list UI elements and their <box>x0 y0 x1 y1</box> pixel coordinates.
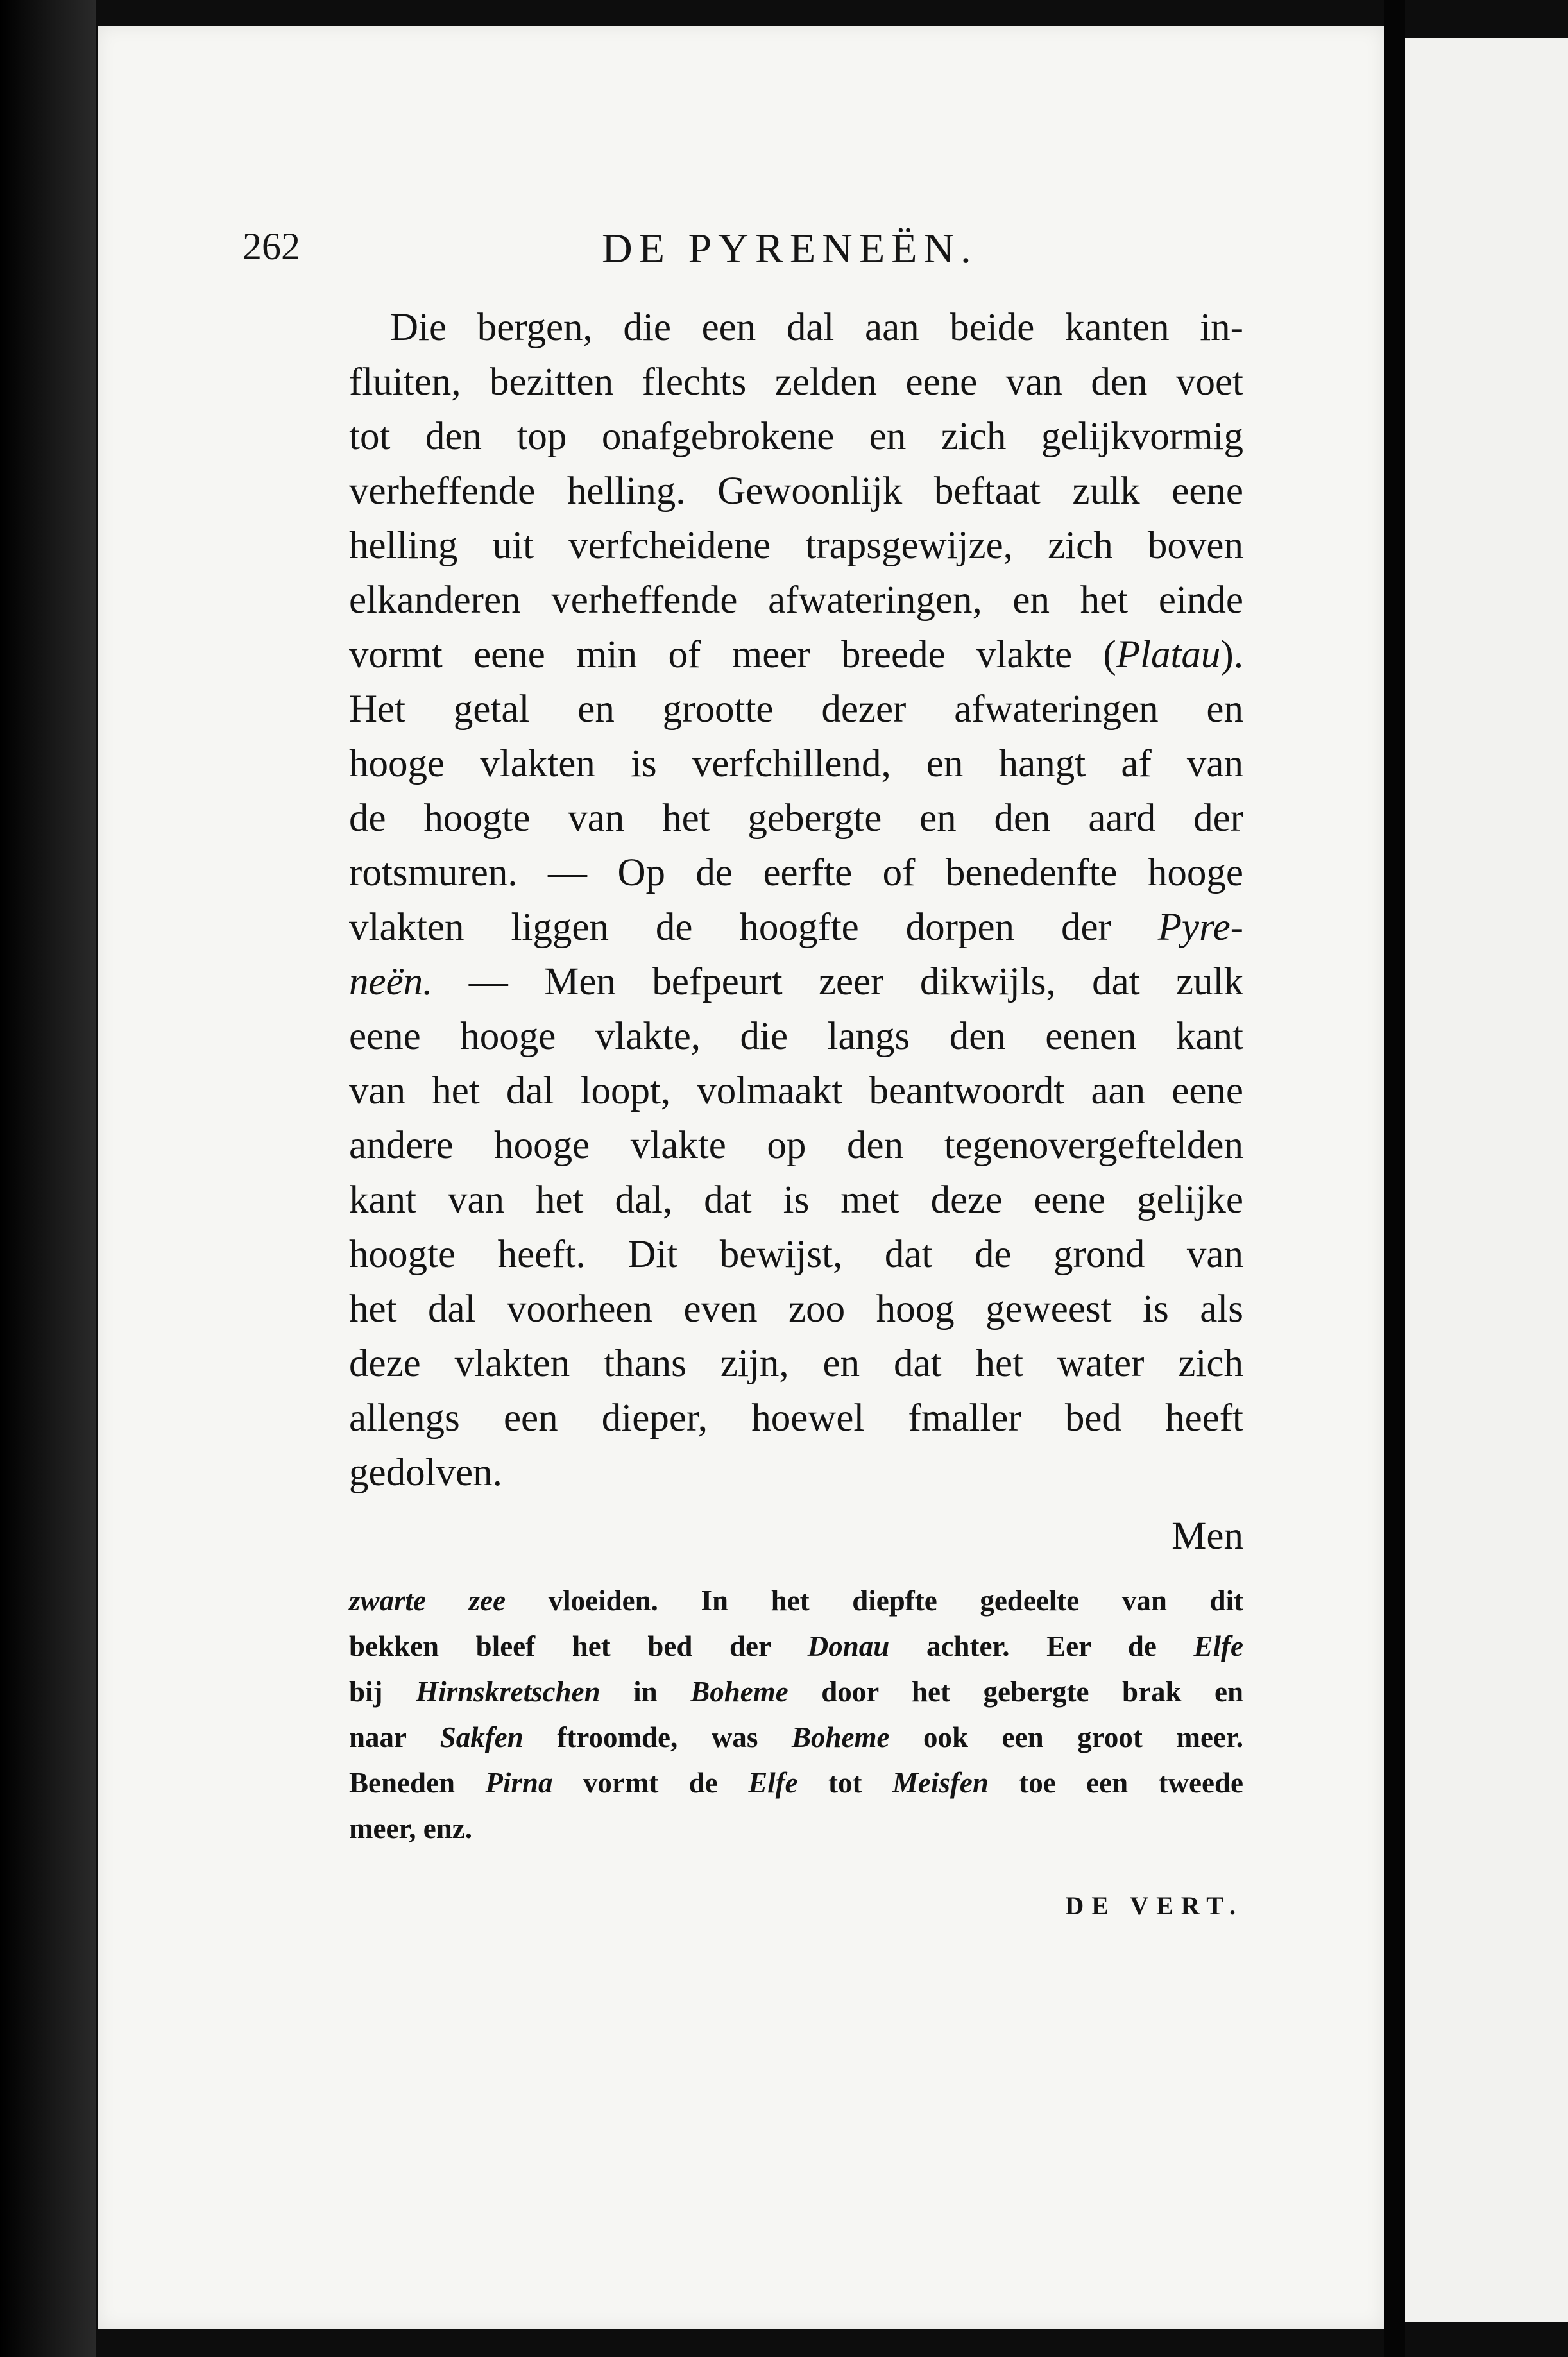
footnote-line <box>349 1578 1243 1624</box>
text-segment: Beneden <box>349 1767 486 1799</box>
footnote-line <box>349 1624 1243 1669</box>
text-line: fluiten, bezitten flechts zelden eene van den voet <box>349 361 1243 404</box>
italic-term: Boheme <box>791 1721 890 1753</box>
text-segment: vloeiden. In het diepfte gedeelte van dit <box>506 1585 1243 1617</box>
text-line: deze vlakten thans zijn, en dat het water zich <box>349 1342 1243 1385</box>
footnote-line <box>349 1715 1243 1760</box>
italic-term: Donau <box>807 1630 890 1662</box>
book-gutter <box>1384 0 1405 2357</box>
text-segment: vormt de <box>552 1767 749 1799</box>
italic-term: Platau <box>1116 633 1221 676</box>
text-line <box>349 900 1243 955</box>
text-line: Die bergen, die een dal aan beide kanten in- <box>390 306 1243 349</box>
footnote-block <box>349 1578 1244 1920</box>
text-line: de hoogte van het gebergte en den aard der <box>349 797 1243 840</box>
italic-term: neën. <box>349 960 433 1003</box>
main-text-block <box>349 300 1243 1563</box>
text-line: allengs een dieper, hoewel fmaller bed heeft <box>349 1397 1243 1440</box>
text-segment: bekken bleef het bed der <box>349 1630 808 1662</box>
text-line: verheffende helling. Gewoonlijk beftaat zulk eene <box>349 470 1243 513</box>
italic-term: Sakfen <box>439 1721 524 1753</box>
text-segment: — Men befpeurt zeer dikwijls, dat zulk <box>432 960 1243 1003</box>
running-title: DE PYRENEËN. <box>602 225 978 272</box>
italic-term: Elfe <box>1193 1630 1243 1662</box>
text-segment: tot <box>797 1767 892 1799</box>
italic-term: Boheme <box>690 1676 788 1708</box>
text-segment: achter. Eer de <box>889 1630 1194 1662</box>
text-segment: toe een tweede <box>988 1767 1243 1799</box>
footnote-lines <box>349 1578 1243 1851</box>
page-header <box>243 212 1243 282</box>
footnote-line <box>349 1760 1243 1806</box>
text-segment: in <box>600 1676 691 1708</box>
italic-term: Pyre- <box>1157 906 1243 949</box>
text-line: elkanderen verheffende afwateringen, en het einde <box>349 579 1243 622</box>
text-segment: bij <box>349 1676 416 1708</box>
footnote-signature: DE VERT. <box>1065 1891 1243 1920</box>
text-line: rotsmuren. — Op de eerfte of benedenfte hooge <box>349 851 1243 894</box>
text-segment: ook een groot meer. <box>889 1721 1243 1753</box>
text-segment: meer, enz. <box>349 1812 472 1844</box>
italic-term: Hirnskretschen <box>416 1676 601 1708</box>
text-line: gedolven. <box>349 1451 502 1494</box>
text-segment: vormt eene min of meer breede vlakte ( <box>349 633 1116 676</box>
text-line: helling uit verfcheidene trapsgewijze, zich boven <box>349 524 1243 567</box>
text-segment: naar <box>349 1721 440 1753</box>
text-line: kant van het dal, dat is met deze eene gelijke <box>349 1178 1243 1221</box>
italic-term: Elfe <box>748 1767 798 1799</box>
text-line: tot den top onafgebrokene en zich gelijkvormig <box>349 415 1243 458</box>
text-line: het dal voorheen even zoo hoog geweest is als <box>349 1288 1243 1331</box>
footnote-line <box>349 1669 1243 1715</box>
footnote-line <box>349 1806 1243 1851</box>
text-segment: vlakten liggen de hoogfte dorpen der <box>349 906 1158 949</box>
catchword: Men <box>1172 1515 1243 1558</box>
text-segment: ftroomde, was <box>523 1721 792 1753</box>
italic-term: Meisfen <box>892 1767 989 1799</box>
text-segment: ). <box>1220 633 1243 676</box>
facing-page-sliver <box>1405 38 1568 2322</box>
page-number: 262 <box>243 225 300 268</box>
italic-term: zwarte zee <box>349 1585 506 1617</box>
text-line: hooge vlakten is verfchillend, en hangt af van <box>349 742 1243 785</box>
italic-term: Pirna <box>485 1767 553 1799</box>
text-line: Het getal en grootte dezer afwateringen en <box>349 688 1243 731</box>
text-line: hoogte heeft. Dit bewijst, dat de grond van <box>349 1233 1243 1276</box>
book-edge-left <box>0 0 96 2357</box>
text-line <box>349 627 1243 682</box>
text-line: eene hooge vlakte, die langs den eenen kant <box>349 1015 1243 1058</box>
text-segment: door het gebergte brak en <box>788 1676 1244 1708</box>
text-line <box>349 955 1243 1009</box>
text-line: van het dal loopt, volmaakt beantwoordt aan eene <box>349 1069 1243 1112</box>
text-line: andere hooge vlakte op den tegenovergeftelden <box>349 1124 1243 1167</box>
